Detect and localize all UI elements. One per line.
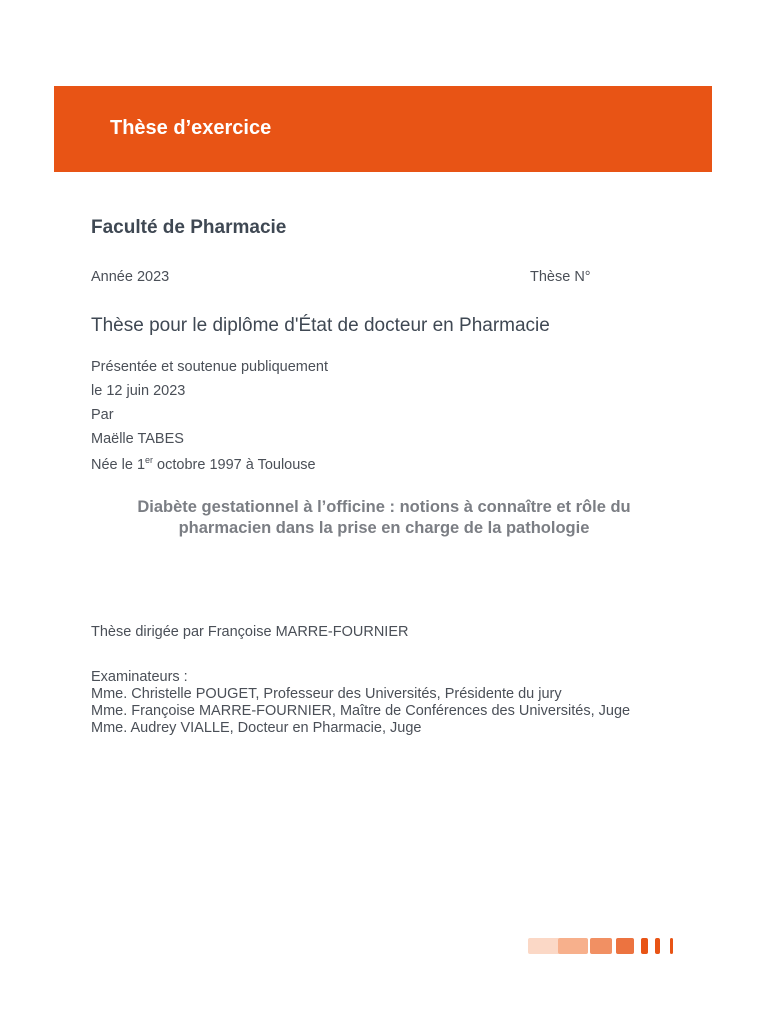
decor-bar	[641, 938, 648, 954]
presented-line: Présentée et soutenue publiquement	[91, 359, 329, 375]
thesis-title-line-1: Diabète gestationnel à l’officine : notions à connaître et rôle du	[137, 498, 631, 516]
thesis-director: Thèse dirigée par Françoise MARRE-FOURNIER	[91, 624, 409, 640]
examiners-heading: Examinateurs :	[91, 669, 188, 685]
header-banner	[54, 86, 712, 172]
decor-bar	[590, 938, 612, 954]
document-type-title: Thèse d’exercice	[110, 117, 272, 139]
decorative-bars	[528, 938, 678, 954]
diploma-title: Thèse pour le diplôme d'État de docteur en Pharmacie	[91, 315, 550, 336]
defense-date: le 12 juin 2023	[91, 383, 186, 399]
examiners-block	[91, 669, 630, 737]
year-label: Année 2023	[91, 269, 170, 285]
birth-suffix: octobre 1997 à Toulouse	[153, 456, 316, 473]
by-label: Par	[91, 407, 114, 423]
birth-line	[91, 455, 316, 473]
decor-bar	[558, 938, 588, 954]
decor-bar	[528, 938, 560, 954]
decor-bar	[655, 938, 660, 954]
thesis-title-line-2: pharmacien dans la prise en charge de la pathologie	[178, 519, 590, 537]
examiner-item: Mme. Audrey VIALLE, Docteur en Pharmacie, Juge	[91, 720, 422, 736]
decor-bar	[670, 938, 673, 954]
faculty-name: Faculté de Pharmacie	[91, 217, 287, 238]
thesis-number-label: Thèse N°	[530, 269, 591, 285]
birth-ordinal: er	[145, 455, 154, 465]
decor-bar	[616, 938, 634, 954]
birth-prefix: Née le 1	[91, 456, 146, 473]
examiner-item: Mme. Françoise MARRE-FOURNIER, Maître de Conférences des Universités, Juge	[91, 703, 631, 719]
thesis-title	[84, 497, 684, 539]
examiner-item: Mme. Christelle POUGET, Professeur des Universités, Présidente du jury	[91, 686, 562, 702]
author-name: Maëlle TABES	[91, 431, 184, 447]
